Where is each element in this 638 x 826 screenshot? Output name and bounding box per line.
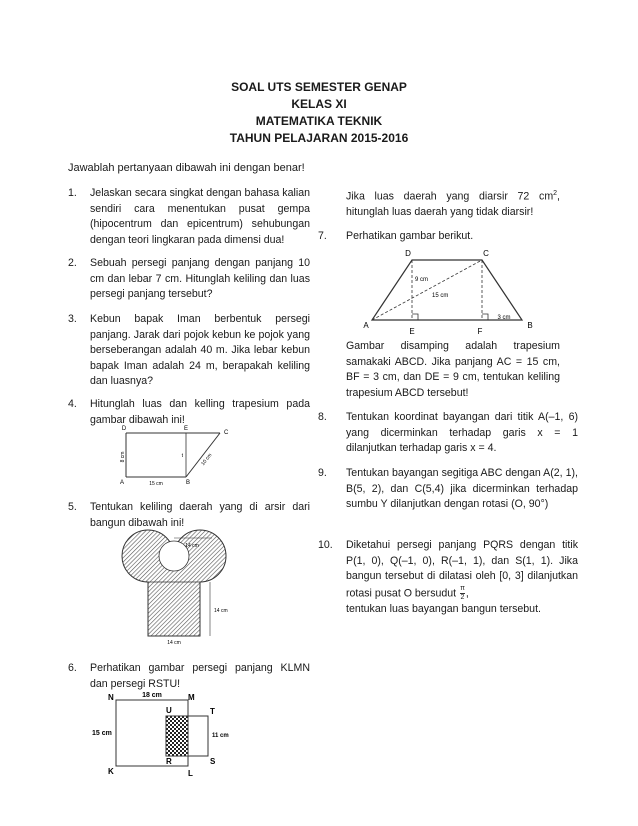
question-text: Perhatikan gambar persegi panjang KLMN dan persegi RSTU! [90, 662, 310, 690]
label-e: E [183, 426, 189, 432]
question-text: Jelaskan secara singkat dengan bahasa kalian sendiri cara menentukan pusat gempa (hipocentrum dan epicentrum) sehubungan dengan teori lingkaran pada dimensi dua! [90, 187, 310, 246]
text-part-a: Jika luas daerah yang diarsir 72 cm [346, 190, 554, 203]
question-7-text [346, 339, 560, 403]
question-text: Perhatikan gambar berikut. [346, 230, 474, 242]
isosceles-trapezoid-figure [358, 244, 548, 338]
label-m: M [188, 693, 195, 702]
question-3 [68, 312, 313, 392]
right-angle-e [412, 314, 418, 320]
label-bf: 3 cm [497, 315, 511, 321]
question-number: 4. [68, 398, 77, 410]
label-l: L [188, 769, 193, 778]
question-number: 7. [318, 230, 327, 242]
label-bottom: 15 cm [149, 481, 163, 487]
instructions: Jawablah pertanyaan dibawah ini dengan benar! [68, 162, 305, 174]
question-number: 8. [318, 411, 327, 423]
question-text-last: tentukan luas bayangan bangun tersebut. [346, 602, 541, 615]
rectangle-square-figure [90, 688, 229, 780]
label-side: 8 cm [120, 451, 126, 463]
label-c: C [224, 430, 229, 436]
label-de: 9 cm [415, 277, 429, 283]
question-text-comma: , [465, 586, 469, 599]
question-number: 6. [68, 662, 77, 674]
label-left: 15 cm [92, 730, 112, 737]
diagonal-ac [372, 260, 482, 320]
question-9 [318, 466, 578, 530]
question-10 [318, 538, 578, 622]
label-e: E [409, 327, 415, 336]
label-r: R [166, 757, 172, 766]
question-number: 3. [68, 313, 77, 325]
shaded-region-figure [110, 528, 240, 648]
label-top: 18 cm [142, 692, 162, 699]
label-bottom: 14 cm [167, 640, 181, 646]
question-number: 9. [318, 467, 327, 479]
question-text: Sebuah persegi panjang dengan panjang 10 cm dan lebar 7 cm. Hitunglah keliling dan luas persegi panjang tersebut? [90, 257, 310, 300]
question-number: 1. [68, 187, 77, 199]
title-line-3: MATEMATIKA TEKNIK [255, 114, 383, 128]
label-t: T [210, 707, 215, 716]
question-text [346, 538, 578, 617]
label-c: C [483, 249, 489, 258]
shaded-overlap [166, 716, 188, 756]
question-text: Kebun bapak Iman berbentuk persegi panjang. Jarak dari pojok kebun ke pojok yang berseberangan adalah 40 m. Jika lebar kebun bapak Iman adalah 24 m, berapakah keliling dan luasnya? [90, 313, 310, 387]
question-1 [68, 186, 313, 250]
fraction-numerator: π [460, 584, 465, 592]
question-text-main: Diketahui persegi panjang PQRS dengan titik P(1, 0), Q(–1, 0), R(–1, 1), dan S(1, 1). Jika bangun tersebut di dilatasi oleh [0, 3] dilanjutkan rotasi pusat O bersudut [346, 539, 578, 599]
question-number: 2. [68, 257, 77, 269]
label-s: S [210, 757, 216, 766]
label-a: A [119, 480, 125, 486]
question-8 [318, 410, 578, 458]
label-n: N [108, 693, 114, 702]
label-a: A [363, 321, 369, 330]
question-text: Gambar disamping adalah trapesium samakaki ABCD. Jika panjang AC = 15 cm, BF = 3 cm, dan DE = 9 cm, tentukan keliling trapesium ABCD tersebut! [346, 340, 560, 399]
question-text: Tentukan bayangan segitiga ABC dengan A(2, 1), B(5, 2), dan C(5,4) jika dicerminkan terhadap sumbu Y dilanjutkan dengan rotasi (O, 90°) [346, 467, 578, 510]
question-number: 10. [318, 539, 333, 551]
label-b: B [527, 321, 533, 330]
trapezoid-abcd [372, 260, 522, 320]
question-7 [318, 229, 578, 245]
label-right: 11 cm [212, 733, 229, 739]
text-part-b: , hitunglah luas daerah yang tidak diarsir! [346, 190, 560, 219]
title-line-4: TAHUN PELAJARAN 2015-2016 [229, 131, 409, 145]
label-f: F [477, 327, 483, 336]
label-d: D [121, 426, 127, 432]
label-u: U [166, 706, 172, 715]
question-text: Hitunglah luas dan kelling trapesium pada gambar dibawah ini! [90, 398, 310, 426]
question-number: 5. [68, 501, 77, 513]
question-text: Tentukan koordinat bayangan dari titik A(–1, 6) yang dicerminkan terhadap garis x = 1 dilanjutkan terhadap garis x = 4. [346, 411, 578, 454]
right-angle-f [482, 314, 488, 320]
label-right: 14 cm [214, 608, 228, 614]
fraction-denominator: 2 [460, 593, 465, 601]
label-t: t [181, 453, 183, 459]
question-6-continued [346, 186, 560, 220]
edge-bc [186, 433, 220, 477]
trapezoid-figure [112, 421, 232, 491]
label-b: B [185, 480, 191, 486]
fraction-pi-over-2 [460, 585, 465, 602]
question-2 [68, 256, 313, 304]
label-slant: 10 cm [200, 452, 214, 467]
label-ac: 15 cm [432, 293, 449, 299]
title-line-1: SOAL UTS SEMESTER GENAP [231, 80, 407, 94]
label-k: K [108, 767, 114, 776]
superscript: 2 [553, 190, 558, 197]
question-text [346, 186, 560, 221]
title-line-2: KELAS XI [291, 97, 347, 111]
label-top: 14 cm [185, 543, 199, 549]
label-d: D [405, 249, 411, 258]
question-text: Tentukan keliling daerah yang di arsir dari bangun dibawah ini! [90, 501, 310, 529]
